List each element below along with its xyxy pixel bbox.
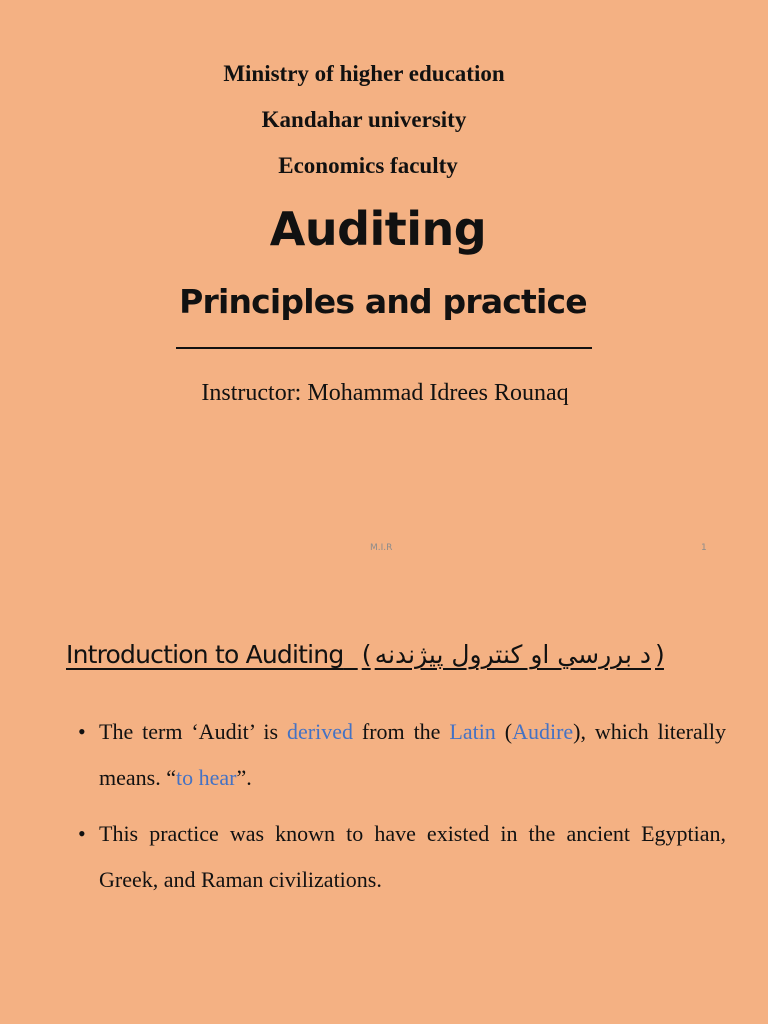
text-run: ”. <box>236 765 252 790</box>
highlight-derived: derived <box>287 719 353 744</box>
text-run: from the <box>352 719 450 744</box>
slide-subtitle: Principles and practice <box>179 282 587 321</box>
text-run: ( <box>495 719 513 744</box>
faculty-heading: Economics faculty <box>278 153 458 178</box>
intro-heading-paren-open: ( <box>361 640 371 669</box>
highlight-audire: Audire <box>512 719 574 744</box>
bullet-icon: • <box>78 821 86 846</box>
instructor-name: Instructor: Mohammad Idrees Rounaq <box>201 380 569 406</box>
highlight-latin: Latin <box>449 719 496 744</box>
bullet-icon: • <box>78 719 86 744</box>
bullet-text <box>99 709 726 801</box>
page-number: 1 <box>701 543 707 553</box>
intro-heading-text: Introduction to Auditing <box>66 640 344 669</box>
ministry-heading: Ministry of higher education <box>223 61 505 86</box>
bullet-item <box>78 811 726 903</box>
highlight-to-hear: to hear <box>175 765 237 790</box>
bullet-item <box>78 709 726 801</box>
slide-2 <box>0 585 768 1024</box>
title-divider <box>176 347 592 349</box>
intro-heading-paren-close: ) <box>655 640 664 669</box>
university-heading: Kandahar university <box>261 107 467 132</box>
intro-heading-pashto: د بررسي او كنترول پيژندنه <box>374 640 651 669</box>
text-run: The term ‘Audit’ is <box>99 719 287 744</box>
intro-heading <box>66 640 706 669</box>
bullet-text: This practice was known to have existed in the ancient Egyptian, Greek, and Raman civilizations. <box>99 821 726 892</box>
text-run: ), which literally means. “ <box>99 719 726 790</box>
slide-title: Auditing <box>269 202 487 256</box>
footer-initials: M.I.R <box>370 543 393 553</box>
